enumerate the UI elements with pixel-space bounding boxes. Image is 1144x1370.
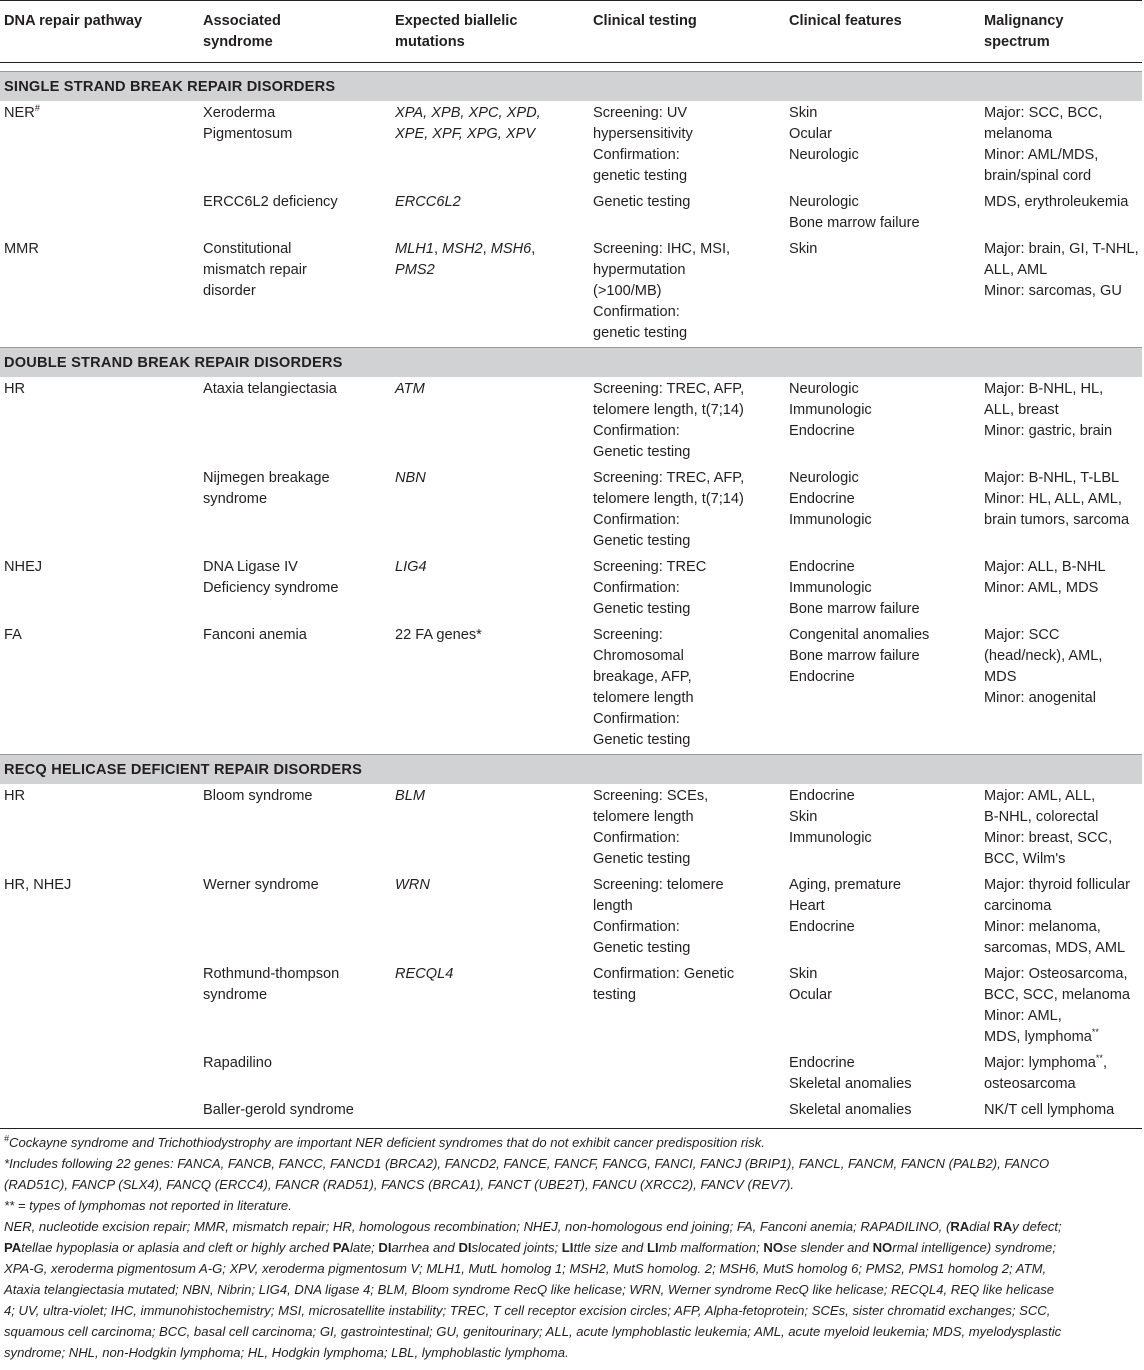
section-title-recq: RECQ HELICASE DEFICIENT REPAIR DISORDERS: [0, 755, 1142, 785]
cell-pathway: HR: [4, 788, 26, 804]
cell-line: MDS, lymphoma: [984, 1029, 1092, 1045]
cell-testing: [589, 784, 785, 873]
cell-syndrome: [199, 466, 391, 555]
cell-features: [785, 784, 980, 873]
cell-line: MDS: [984, 669, 1017, 685]
cell-pathway: FA: [4, 627, 22, 643]
cell-line: LIG4: [395, 559, 427, 575]
cell-line: Rothmund-thompson: [203, 966, 340, 982]
cell-pathway: [0, 1051, 199, 1098]
cell-features: [785, 466, 980, 555]
cell-line: Screening: telomere: [593, 877, 724, 893]
table-row: [0, 466, 1142, 555]
cell-line: Ocular: [789, 987, 832, 1003]
cell-line: Skeletal anomalies: [789, 1102, 912, 1118]
cell-line: Major: brain, GI, T-NHL,: [984, 241, 1139, 257]
cell-line: WRN: [395, 877, 430, 893]
cell-mutations: MLH1, MSH2, MSH6, PMS2: [395, 241, 536, 278]
footnote-hash: #Cockayne syndrome and Trichothiodystrophy are important NER deficient syndromes that do not exhibit cancer predisposition risk.: [4, 1133, 765, 1150]
cell-features: [785, 873, 980, 962]
cell-line: Confirmation:: [593, 830, 680, 846]
cell-line: Genetic testing: [593, 601, 691, 617]
cell-line: Minor: AML,: [984, 1008, 1062, 1024]
cell-line: hypersensitivity: [593, 126, 693, 142]
cell-line: telomere length, t(7;14): [593, 491, 744, 507]
cell-features: [785, 101, 980, 190]
cell-line: sarcomas, MDS, AML: [984, 940, 1126, 956]
cell-line: Minor: AML, MDS: [984, 580, 1099, 596]
cell-line: ALL, breast: [984, 402, 1059, 418]
cell-line: Screening: UV: [593, 105, 688, 121]
footnote-mark: **: [1091, 1027, 1099, 1038]
cell-line: Neurologic: [789, 194, 859, 210]
cell-line: Skin: [789, 809, 818, 825]
cell-mutations: [391, 466, 589, 555]
cell-line: Major: B-NHL, HL,: [984, 381, 1104, 397]
cell-mutations: 22 FA genes*: [395, 627, 482, 643]
cell-line: Pigmentosum: [203, 126, 293, 142]
cell-line: syndrome: [203, 491, 268, 507]
section-row: [0, 755, 1142, 785]
cell-malignancy: [980, 784, 1142, 873]
cell-line: Screening: SCEs,: [593, 788, 709, 804]
cell-line: syndrome: [203, 987, 268, 1003]
section-title-dsb: DOUBLE STRAND BREAK REPAIR DISORDERS: [0, 348, 1142, 378]
cell-line: Congenital anomalies: [789, 627, 930, 643]
cell-line: Screening: TREC, AFP,: [593, 381, 745, 397]
cell-line: BCC, SCC, melanoma: [984, 987, 1130, 1003]
cell-line: Bone marrow failure: [789, 215, 920, 231]
cell-pathway: [0, 190, 199, 237]
cell-line: Chromosomal: [593, 648, 684, 664]
abbreviations-line: squamous cell carcinoma; BCC, basal cell carcinoma; GI, gastrointestinal; GU, genitourinary; ALL, acute lymphoblastic leukemia; AML, acute myeloid leukemia; MDS, myelodysplastic: [4, 1324, 1062, 1339]
cell-syndrome: [199, 237, 391, 348]
cell-line: Neurologic: [789, 381, 859, 397]
cell-malignancy: [980, 190, 1142, 237]
cell-line: Immunologic: [789, 402, 872, 418]
cell-mutations: [391, 784, 589, 873]
cell-line: Xeroderma: [203, 105, 276, 121]
cell-line: Constitutional: [203, 241, 292, 257]
cell-line: genetic testing: [593, 325, 688, 341]
cell-pathway: HR, NHEJ: [4, 877, 72, 893]
table-row: [0, 1098, 1142, 1124]
cell-features: [785, 962, 980, 1051]
cell-line: Major: ALL, B-NHL: [984, 559, 1106, 575]
cell-line: Minor: anogenital: [984, 690, 1096, 706]
cell-line: Immunologic: [789, 580, 872, 596]
cell-syndrome: [199, 873, 391, 962]
cell-features: [785, 623, 980, 755]
table-row: [0, 623, 1142, 755]
cell-line: Endocrine: [789, 491, 855, 507]
cell-line: brain/spinal cord: [984, 168, 1092, 184]
cell-line: Major: Osteosarcoma,: [984, 966, 1128, 982]
cell-line: NK/T cell lymphoma: [984, 1102, 1115, 1118]
cell-line: Major: thyroid follicular: [984, 877, 1130, 893]
cell-syndrome: [199, 190, 391, 237]
cell-malignancy: [980, 873, 1142, 962]
table-row: [0, 873, 1142, 962]
cell-malignancy: [980, 555, 1142, 623]
cell-line: Major: SCC, BCC,: [984, 105, 1103, 121]
cell-line: Bone marrow failure: [789, 648, 920, 664]
footnotes: [4, 1132, 1140, 1363]
cell-line: ERCC6L2 deficiency: [203, 194, 338, 210]
cell-line: Immunologic: [789, 512, 872, 528]
footnote-fa-genes-cont: (RAD51C), FANCP (SLX4), FANCQ (ERCC4), FANCR (RAD51), FANCS (BRCA1), FANCT (UBE2T), FANCU (XRCC2), FANCV (REV7).: [4, 1177, 795, 1192]
cell-mutations: [391, 555, 589, 623]
cell-line: Ataxia telangiectasia: [203, 381, 337, 397]
cell-line: telomere length: [593, 809, 694, 825]
cell-malignancy: Major: lymphoma**, osteosarcoma: [984, 1053, 1107, 1092]
cell-line: hypermutation: [593, 262, 686, 278]
cell-line: Confirmation:: [593, 580, 680, 596]
cell-testing: [589, 873, 785, 962]
abbreviations-line: 4; UV, ultra-violet; IHC, immunohistochemistry; MSI, microsatellite instability; TREC, T cell receptor excision circles; AFP, Alpha-fetoprotein; SCEs, sister chromatid exchanges; SCC,: [4, 1303, 1051, 1318]
header-malignancy: Malignancy spectrum: [980, 1, 1142, 63]
cell-line: Werner syndrome: [203, 877, 319, 893]
cell-syndrome: [199, 1098, 391, 1124]
cell-line: Minor: sarcomas, GU: [984, 283, 1122, 299]
cell-testing: [589, 555, 785, 623]
cell-line: breakage, AFP,: [593, 669, 692, 685]
cell-syndrome: [199, 377, 391, 466]
cell-line: Immunologic: [789, 830, 872, 846]
footnote-lymphoma: ** = types of lymphomas not reported in literature.: [4, 1198, 292, 1213]
cell-features: [785, 1098, 980, 1124]
table-row: [0, 784, 1142, 873]
cell-line: Confirmation:: [593, 304, 680, 320]
cell-line: Minor: breast, SCC,: [984, 830, 1113, 846]
cell-malignancy: [980, 466, 1142, 555]
cell-features: [785, 1051, 980, 1098]
cell-line: Endocrine: [789, 669, 855, 685]
cell-line: brain tumors, sarcoma: [984, 512, 1130, 528]
cell-pathway: NER#: [4, 103, 40, 121]
section-title-ssb: SINGLE STRAND BREAK REPAIR DISORDERS: [0, 72, 1142, 102]
cell-line: telomere length, t(7;14): [593, 402, 744, 418]
cell-line: XPA, XPB, XPC, XPD,: [395, 105, 541, 121]
cell-malignancy: [980, 101, 1142, 190]
cell-line: Major: AML, ALL,: [984, 788, 1096, 804]
cell-line: ALL, AML: [984, 262, 1048, 278]
cell-line: carcinoma: [984, 898, 1052, 914]
cell-line: BCC, Wilm's: [984, 851, 1066, 867]
cell-line: Skin: [789, 241, 818, 257]
cell-line: XPE, XPF, XPG, XPV: [395, 126, 536, 142]
cell-line: B-NHL, colorectal: [984, 809, 1099, 825]
cell-line: mismatch repair: [203, 262, 307, 278]
cell-line: Endocrine: [789, 919, 855, 935]
section-row: [0, 348, 1142, 378]
cell-line: Baller-gerold syndrome: [203, 1102, 354, 1118]
cell-malignancy: [980, 962, 1142, 1051]
abbreviations-line: PAtellae hypoplasia or aplasia and cleft or highly arched PAlate; DIarrhea and DIslocated joints; LIttle size and LImb malformation; NOse slender and NOrmal intelligence) syndrome;: [4, 1240, 1056, 1255]
abbreviations-line: syndrome; NHL, non-Hodgkin lymphoma; HL, Hodgkin lymphoma; LBL, lymphoblastic lymphoma.: [4, 1345, 569, 1360]
cell-line: Minor: melanoma,: [984, 919, 1101, 935]
cell-pathway: [0, 962, 199, 1051]
cell-line: Endocrine: [789, 1055, 855, 1071]
cell-syndrome: [199, 623, 391, 755]
table-row: [0, 190, 1142, 237]
cell-line: Fanconi anemia: [203, 627, 307, 643]
header-pathway: DNA repair pathway: [0, 1, 199, 63]
table-bottom-rule: [0, 1128, 1142, 1129]
abbreviations-line: XPA-G, xeroderma pigmentosum A-G; XPV, xeroderma pigmentosum V; MLH1, MutL homolog 1; MSH2, MutS homolog. 2; MSH6, MutS homolog 6; PMS2, PMS1 homolog 2; ATM,: [4, 1261, 1047, 1276]
cell-malignancy: [980, 237, 1142, 348]
cell-line: Screening: TREC, AFP,: [593, 470, 745, 486]
cell-line: MDS, erythroleukemia: [984, 194, 1129, 210]
cell-line: Confirmation:: [593, 423, 680, 439]
cell-mutations: [391, 1051, 589, 1098]
cell-line: melanoma: [984, 126, 1053, 142]
cell-line: ATM: [395, 381, 425, 397]
cell-line: RECQL4: [395, 966, 454, 982]
cell-features: [785, 377, 980, 466]
cell-pathway: MMR: [4, 241, 39, 257]
cell-line: DNA Ligase IV: [203, 559, 298, 575]
cell-malignancy: [980, 377, 1142, 466]
footnote-fa-genes: *Includes following 22 genes: FANCA, FANCB, FANCC, FANCD1 (BRCA2), FANCD2, FANCE, FANCF, FANCG, FANCI, FANCJ (BRIP1), FANCL, FANCM, FANCN (PALB2), FANCO: [4, 1156, 1050, 1171]
cell-line: Genetic testing: [593, 732, 691, 748]
header-mutations: Expected biallelic mutations: [391, 1, 589, 63]
cell-line: Genetic testing: [593, 533, 691, 549]
table-row: [0, 1051, 1142, 1098]
cell-line: Aging, premature: [789, 877, 901, 893]
cell-line: Skeletal anomalies: [789, 1076, 912, 1092]
table-row: [0, 377, 1142, 466]
cell-line: Bloom syndrome: [203, 788, 313, 804]
cell-line: (head/neck), AML,: [984, 648, 1103, 664]
cell-line: ERCC6L2: [395, 194, 461, 210]
cell-line: Endocrine: [789, 559, 855, 575]
cell-line: Minor: gastric, brain: [984, 423, 1113, 439]
abbreviations-line: Ataxia telangiectasia mutated; NBN, Nibrin; LIG4, DNA ligase 4; BLM, Bloom syndrome RecQ like helicase; WRN, Werner syndrome RecQ like helicase; RECQL4, REQ like helicase: [4, 1282, 1055, 1297]
table-row: [0, 555, 1142, 623]
cell-line: (>100/MB): [593, 283, 662, 299]
cell-features: [785, 237, 980, 348]
cell-malignancy: [980, 623, 1142, 755]
cell-line: Screening: IHC, MSI,: [593, 241, 731, 257]
cell-mutations: [391, 377, 589, 466]
header-syndrome: Associated syndrome: [199, 1, 391, 63]
cell-mutations: [391, 101, 589, 190]
table-row: [0, 237, 1142, 348]
cell-malignancy: [980, 1098, 1142, 1124]
cell-line: Skin: [789, 105, 818, 121]
cell-line: Genetic testing: [593, 851, 691, 867]
cell-line: Genetic testing: [593, 940, 691, 956]
cell-pathway: HR: [4, 381, 26, 397]
cell-line: Nijmegen breakage: [203, 470, 330, 486]
cell-testing: [589, 1051, 785, 1098]
cell-syndrome: [199, 784, 391, 873]
cell-line: Confirmation:: [593, 512, 680, 528]
cell-line: testing: [593, 987, 636, 1003]
header-testing: Clinical testing: [589, 1, 785, 63]
section-row: [0, 72, 1142, 102]
cell-mutations: [391, 1098, 589, 1124]
cell-line: length: [593, 898, 633, 914]
cell-testing: [589, 190, 785, 237]
cell-line: Neurologic: [789, 147, 859, 163]
cell-line: disorder: [203, 283, 256, 299]
cell-line: Endocrine: [789, 788, 855, 804]
table-row: [0, 101, 1142, 190]
cell-line: Rapadilino: [203, 1055, 272, 1071]
cell-line: BLM: [395, 788, 426, 804]
cell-testing: [589, 466, 785, 555]
cell-pathway: NHEJ: [4, 559, 43, 575]
cell-mutations: [391, 190, 589, 237]
cell-line: Major: B-NHL, T-LBL: [984, 470, 1120, 486]
header-row: [0, 1, 1142, 63]
cell-line: Genetic testing: [593, 194, 691, 210]
cell-line: Bone marrow failure: [789, 601, 920, 617]
cell-testing: [589, 101, 785, 190]
cell-testing: [589, 623, 785, 755]
cell-mutations: [391, 962, 589, 1051]
cell-line: Deficiency syndrome: [203, 580, 339, 596]
cell-testing: [589, 377, 785, 466]
cell-line: Neurologic: [789, 470, 859, 486]
cell-line: Heart: [789, 898, 825, 914]
cell-line: Minor: AML/MDS,: [984, 147, 1099, 163]
cell-line: Confirmation:: [593, 147, 680, 163]
cell-mutations: [391, 873, 589, 962]
cell-syndrome: [199, 555, 391, 623]
cell-line: Skin: [789, 966, 818, 982]
cell-line: Screening:: [593, 627, 663, 643]
cell-pathway: [0, 466, 199, 555]
cell-pathway: [0, 1098, 199, 1124]
cell-testing: [589, 237, 785, 348]
cell-line: telomere length: [593, 690, 694, 706]
cell-line: Confirmation:: [593, 919, 680, 935]
cell-line: NBN: [395, 470, 426, 486]
header-features: Clinical features: [785, 1, 980, 63]
cell-line: Endocrine: [789, 423, 855, 439]
cell-syndrome: [199, 1051, 391, 1098]
cell-syndrome: [199, 962, 391, 1051]
cell-testing: [589, 1098, 785, 1124]
cell-line: Ocular: [789, 126, 832, 142]
cell-line: Screening: TREC: [593, 559, 707, 575]
abbreviations-line: NER, nucleotide excision repair; MMR, mismatch repair; HR, homologous recombination; NHEJ, non-homologous end joining; FA, Fanconi anemia; RAPADILINO, (RAdial RAy defect;: [4, 1219, 1062, 1234]
cell-testing: [589, 962, 785, 1051]
cell-syndrome: [199, 101, 391, 190]
table-row: [0, 962, 1142, 1051]
cell-features: [785, 190, 980, 237]
cell-line: Confirmation: Genetic: [593, 966, 735, 982]
cell-line: genetic testing: [593, 168, 688, 184]
cell-features: [785, 555, 980, 623]
cell-line: Major: SCC: [984, 627, 1060, 643]
cell-line: Minor: HL, ALL, AML,: [984, 491, 1122, 507]
cell-line: Confirmation:: [593, 711, 680, 727]
cell-line: Genetic testing: [593, 444, 691, 460]
